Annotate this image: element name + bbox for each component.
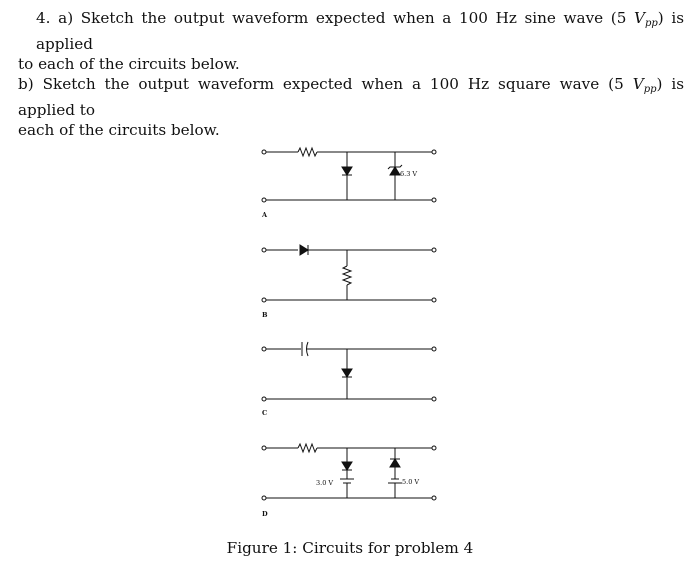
problem-statement <box>18 8 684 140</box>
diode-b <box>300 245 308 255</box>
diode-a <box>342 167 352 175</box>
zener-label: 6.3 V <box>400 170 418 178</box>
circuit-a <box>261 148 436 219</box>
resistor-b <box>343 266 351 285</box>
part-a-line-2: to each of the circuits below. <box>18 55 240 73</box>
circuit-b <box>262 245 436 319</box>
label-b: B <box>262 311 268 319</box>
diode-d-right <box>390 459 400 467</box>
part-a-line-1: 4. a) Sketch the output waveform expected when a 100 Hz sine wave (5 $V_{pp}$) is applied <box>36 9 685 53</box>
part-b-line-2: each of the circuits below. <box>18 121 220 139</box>
diode-c <box>342 369 352 377</box>
circuit-c <box>262 342 436 417</box>
resistor-a <box>298 148 317 156</box>
part-b-line-1: b) Sketch the output waveform expected when a 100 Hz square wave (5 $V_{pp}$) is applied to <box>18 75 685 119</box>
figure-caption: Figure 1: Circuits for problem 4 <box>226 539 474 557</box>
circuit-d <box>262 444 436 518</box>
diode-d-left <box>342 462 352 470</box>
battery-left-label: 3.0 V <box>316 479 334 487</box>
resistor-d <box>298 444 317 452</box>
label-c: C <box>262 409 268 417</box>
zener-diode-a <box>390 167 400 175</box>
label-d: D <box>262 510 268 518</box>
label-a: A <box>262 211 268 219</box>
circuit-figure <box>254 136 444 526</box>
battery-right-label: 5.0 V <box>402 478 420 486</box>
